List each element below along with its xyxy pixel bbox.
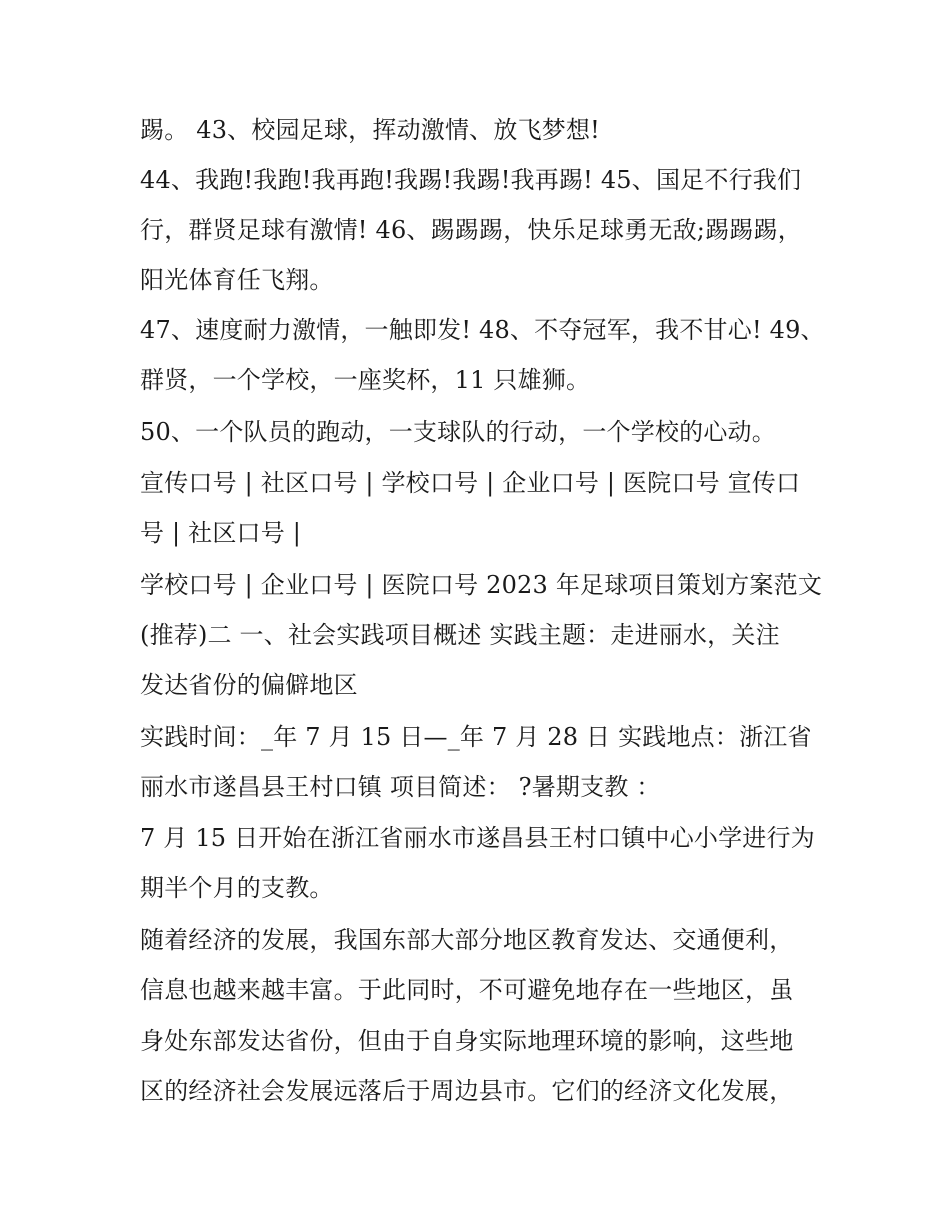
text-line: 丽水市遂昌县王村口镇 项目简述： ?暑期支教 ：: [140, 773, 661, 801]
text-line: 随着经济的发展，我国东部大部分地区教育发达、交通便利，: [140, 926, 794, 954]
text-line: 身处东部发达省份，但由于自身实际地理环境的影响，这些地: [140, 1027, 794, 1055]
text-line: 44、我跑!我跑!我再跑!我踢!我踢!我再踢! 45、国足不行我们: [140, 166, 802, 194]
text-line: 宣传口号 | 社区口号 | 学校口号 | 企业口号 | 医院口号 宣传口: [140, 469, 801, 497]
text-line: 7 月 15 日开始在浙江省丽水市遂昌县王村口镇中心小学进行为: [140, 824, 815, 852]
text-line: (推荐)二 一、社会实践项目概述 实践主题：走进丽水，关注: [140, 621, 780, 649]
text-line: 期半个月的支教。: [140, 874, 334, 902]
text-line: 50、一个队员的跑动，一支球队的行动，一个学校的心动。: [140, 418, 776, 446]
text-line: 发达省份的偏僻地区: [140, 671, 358, 699]
text-line: 47、速度耐力激情，一触即发! 48、不夺冠军，我不甘心! 49、: [140, 316, 825, 344]
text-line: 学校口号 | 企业口号 | 医院口号 2023 年足球项目策划方案范文: [140, 571, 823, 599]
text-line: 踢。 43、校园足球，挥动激情、放飞梦想!: [140, 116, 601, 144]
text-line: 群贤，一个学校，一座奖杯，11 只雄狮。: [140, 366, 591, 394]
text-line: 区的经济社会发展远落后于周边县市。它们的经济文化发展，: [140, 1077, 794, 1105]
text-line: 号 | 社区口号 |: [140, 519, 302, 547]
text-line: 阳光体育任飞翔。: [140, 266, 334, 294]
text-line: 实践时间：_年 7 月 15 日—_年 7 月 28 日 实践地点：浙江省: [140, 723, 812, 751]
text-line: 行，群贤足球有激情! 46、踢踢踢，快乐足球勇无敌;踢踢踢，: [140, 216, 802, 244]
text-line: 信息也越来越丰富。于此同时，不可避免地存在一些地区，虽: [140, 976, 794, 1004]
